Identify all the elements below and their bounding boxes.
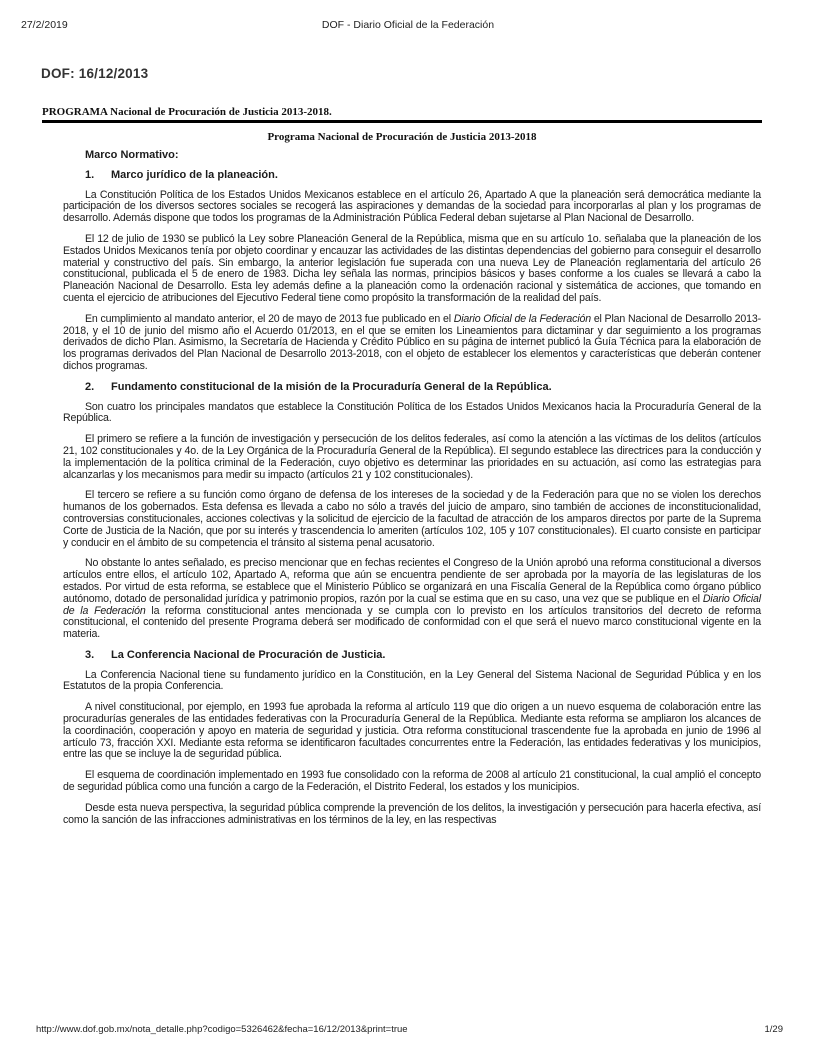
paragraph: Son cuatro los principales mandatos que establece la Constitución Política de los Estados Unidos Mexicanos hacia la Procuraduría General de la República.	[63, 400, 761, 425]
section-title: La Conferencia Nacional de Procuración de Justicia.	[111, 648, 386, 661]
paragraph: El 12 de julio de 1930 se publicó la Ley sobre Planeación General de la República, misma que en su artículo 1o. señalaba que la planeación de los Estados Unidos Mexicanos tenía por objeto coordinar y encauzar las actividades de las distintas dependencias del gobierno para conseguir el desarrollo material y constructivo del país. Sin embargo, la anterior legislación fue superada con una nueva Ley de Planeación reglamentaria del artículo 26 constitucional, publicada el 5 de enero de 1983. Dicha ley señala las normas, principios básicos y bases conforme a los cuales se llevará a cabo la Planeación Nacional de Desarrollo. Esta ley además define a la planeación como la ordenación racional y sistemática de acciones, que tomando en cuenta el ejercicio de atribuciones del Ejecutivo Federal tiene como propósito la transformación de la realidad del país.	[63, 232, 761, 304]
section-number: 3.	[85, 648, 95, 661]
paragraph-text: No obstante lo antes señalado, es preciso mencionar que en fechas recientes el Congreso de la Unión aprobó una reforma constitucional a diversos artículos entre ellos, el artículo 102, Apartado A, reforma que aún se encuentra pendiente de ser aprobada por la mayoría de las legislaturas de los estados. Por virtud de esta reforma, se establece que el Ministerio Público se organizará en una Fiscalía General de la República como órgano público autónomo, dotado de personalidad jurídica y patrimonio propios, razón por la cual se estima que en su caso, una vez que se publique en el	[63, 557, 761, 605]
section-number: 2.	[85, 380, 95, 393]
paragraph: Desde esta nueva perspectiva, la seguridad pública comprende la prevención de los delitos, la investigación y persecución para hacerla efectiva, así como la sanción de las infracciones administrativas en los términos de la ley, en las respectivas	[63, 801, 761, 826]
dof-publication-date: DOF: 16/12/2013	[41, 66, 149, 81]
section-heading-3	[85, 650, 761, 662]
print-date: 27/2/2019	[21, 19, 68, 31]
paragraph: A nivel constitucional, por ejemplo, en 1993 fue aprobada la reforma al artículo 119 que dio origen a un nuevo esquema de colaboración entre las procuradurías generales de las entidades federativas con la Procuraduría General de la República. Mediante esta reforma se ampliaron los alcances de la coordinación, cooperación y apoyo en materia de seguridad y justicia. Otra reforma constitucional trascendente fue la aprobada en junio de 1996 al artículo 73, fracción XXI. Mediante esta reforma se identificaron facultades concurrentes entre la Federación, las entidades federativas y los municipios, entre las que se incluye la de seguridad pública.	[63, 701, 761, 761]
italic-publication-name: Diario Oficial de la Federación	[63, 592, 762, 617]
title-divider	[42, 120, 762, 123]
page-number: 1/29	[764, 1024, 783, 1035]
paragraph-text: En cumplimiento al mandato anterior, el 20 de mayo de 2013 fue publicado en el	[85, 312, 451, 325]
print-page-title: DOF - Diario Oficial de la Federación	[321, 19, 495, 31]
section-heading-2	[85, 382, 761, 394]
paragraph	[63, 314, 761, 373]
document-body	[63, 150, 761, 835]
document-title: Programa Nacional de Procuración de Justicia 2013-2018	[267, 131, 537, 143]
paragraph: La Constitución Política de los Estados Unidos Mexicanos establece en el artículo 26, Apartado A que la planeación será democrática mediante la participación de los diversos sectores sociales se recogerá las aspiraciones y demandas de la sociedad para incorporarlas al plan y los programas de desarrollo. Además dispone que todos los programas de la Administración Pública Federal deban sujetarse al Plan Nacional de Desarrollo.	[63, 188, 761, 225]
paragraph: La Conferencia Nacional tiene su fundamento jurídico en la Constitución, en la Ley General del Sistema Nacional de Seguridad Pública y en los Estatutos de la propia Conferencia.	[63, 668, 761, 693]
paragraph: El primero se refiere a la función de investigación y persecución de los delitos federales, así como la atención a las víctimas de los delitos (artículos 21, 102 constitucionales y 4o. de la Ley Orgánica de la Procuraduría General de la República). El segundo establece las directrices para la conducción y la implementación de la política criminal de la Federación, cuyo objetivo es determinar las prioridades en su actuación, así como las estrategias para alcanzarlas y los mecanismos para medir su impacto (artículos 21 y 102 constitucionales).	[63, 433, 761, 481]
section-number: 1.	[85, 168, 95, 181]
paragraph-text: el Plan Nacional de Desarrollo 2013-2018, y el 10 de junio del mismo año el Acuerdo 01/2013, en el que se emiten los Lineamientos para dictaminar y dar seguimiento a los programas derivados de dicho Plan. Asimismo, la Secretaría de Hacienda y Crédito Público en su página de internet publicó la Guía Técnica para la elaboración de los programas derivados del Plan Nacional de Desarrollo 2013-2018, con el objeto de establecer los elementos y características que deberán contener dichos programas.	[63, 312, 761, 372]
section-title: Fundamento constitucional de la misión de la Procuraduría General de la República.	[111, 380, 552, 393]
section-title: Marco jurídico de la planeación.	[111, 168, 278, 181]
italic-publication-name: Diario Oficial de la Federación	[453, 312, 591, 325]
paragraph	[63, 558, 761, 641]
paragraph-text: la reforma constitucional antes mencionada y se cumpla con lo previsto en los artículos transitorios del decreto de reforma constitucional, el contenido del presente Programa deberá ser modificado de conformidad con el que será el nuevo marco constitucional vigente en la materia.	[63, 604, 762, 641]
paragraph: El tercero se refiere a su función como órgano de defensa de los intereses de la sociedad y de la Federación para que no se violen los derechos humanos de los gobernados. Esta defensa es llevada a cabo no sólo a través del juicio de amparo, sino también de acciones de inconstitucionalidad, controversias constitucionales, acciones colectivas y la solicitud de ejercicio de la facultad de atracción de los amparos directos por parte de la Suprema Corte de Justicia de la Nación, que por su interés y trascendencia lo ameriten (artículos 102, 105 y 107 constitucionales). El cuarto consiste en participar y conducir en el ámbito de su competencia el tránsito al sistema penal acusatorio.	[63, 489, 761, 549]
paragraph: El esquema de coordinación implementado en 1993 fue consolidado con la reforma de 2008 al artículo 21 constitucional, la cual amplió el concepto de seguridad pública como una función a cargo de la Federación, el Distrito Federal, los estados y los municipios.	[63, 769, 761, 794]
section-heading-1	[85, 170, 761, 182]
footer-url: http://www.dof.gob.mx/nota_detalle.php?codigo=5326462&fecha=16/12/2013&print=true	[36, 1024, 408, 1035]
program-title: PROGRAMA Nacional de Procuración de Justicia 2013-2018.	[42, 106, 332, 118]
section-heading-marco: Marco Normativo:	[85, 149, 179, 161]
